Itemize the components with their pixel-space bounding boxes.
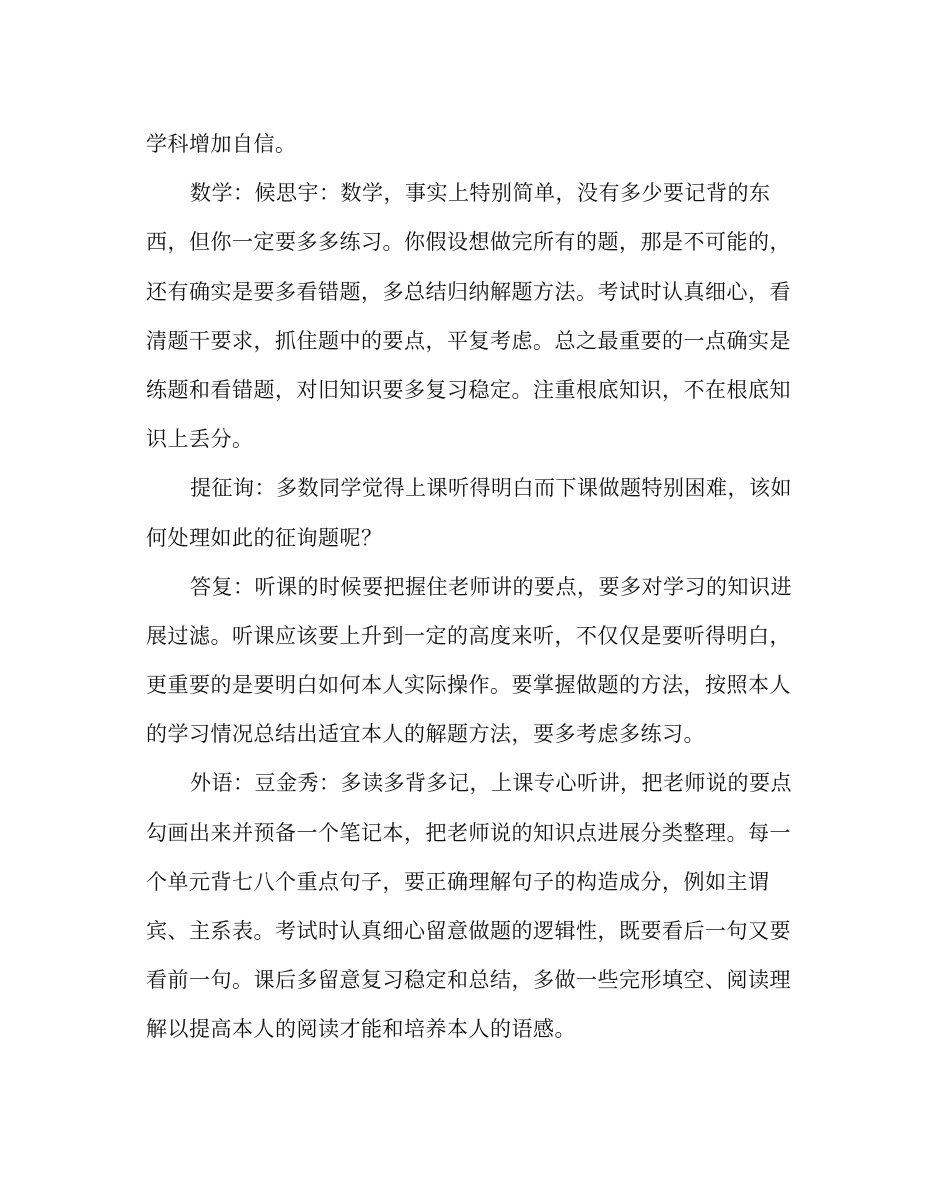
- text-line: 数学：候思宇：数学，事实上特别简单，没有多少要记背的东: [190, 181, 771, 206]
- text-line: 清题干要求，抓住题中的要点，平复考虑。总之最重要的一点确实是: [146, 328, 791, 353]
- text-line: 勾画出来并预备一个笔记本，把老师说的知识点进展分类整理。每一: [146, 820, 791, 845]
- text-line: 的学习情况总结出适宜本人的解题方法，要多考虑多练习。: [146, 722, 705, 747]
- paragraph-continuation: [146, 120, 806, 169]
- text-line: 看前一句。课后多留意复习稳定和总结，多做一些完形填空、阅读理: [146, 968, 791, 993]
- paragraph-math: [146, 169, 806, 464]
- text-line: 展过滤。听课应该要上升到一定的高度来听，不仅仅是要听得明白，: [146, 623, 791, 648]
- text-line: 更重要的是要明白如何本人实际操作。要掌握做题的方法，按照本人: [146, 673, 791, 698]
- paragraph-answer: [146, 563, 806, 760]
- paragraph-foreign-language: [146, 759, 806, 1054]
- text-line: 个单元背七八个重点句子，要正确理解句子的构造成分，例如主谓: [146, 869, 770, 894]
- text-line: 解以提高本人的阅读才能和培养本人的语感。: [146, 1017, 576, 1042]
- text-line: 何处理如此的征询题呢？: [146, 525, 383, 550]
- paragraph-question: [146, 464, 806, 562]
- document-body: [146, 120, 806, 1055]
- text-line: 学科增加自信。: [146, 132, 297, 156]
- text-line: 还有确实是要多看错题，多总结归纳解题方法。考试时认真细心，看: [146, 279, 791, 304]
- text-line: 提征询：多数同学觉得上课听得明白而下课做题特别困难，该如: [190, 476, 792, 501]
- text-line: 西，但你一定要多多练习。你假设想做完所有的题，那是不可能的，: [146, 230, 791, 255]
- text-line: 答复：听课的时候要把握住老师讲的要点，要多对学习的知识进: [190, 574, 792, 599]
- text-line: 外语：豆金秀：多读多背多记，上课专心听讲，把老师说的要点: [190, 771, 792, 796]
- text-line: 识上丢分。: [146, 427, 254, 452]
- text-line: 宾、主系表。考试时认真细心留意做题的逻辑性，既要看后一句又要: [146, 919, 791, 943]
- text-line: 练题和看错题，对旧知识要多复习稳定。注重根底知识，不在根底知: [146, 377, 791, 402]
